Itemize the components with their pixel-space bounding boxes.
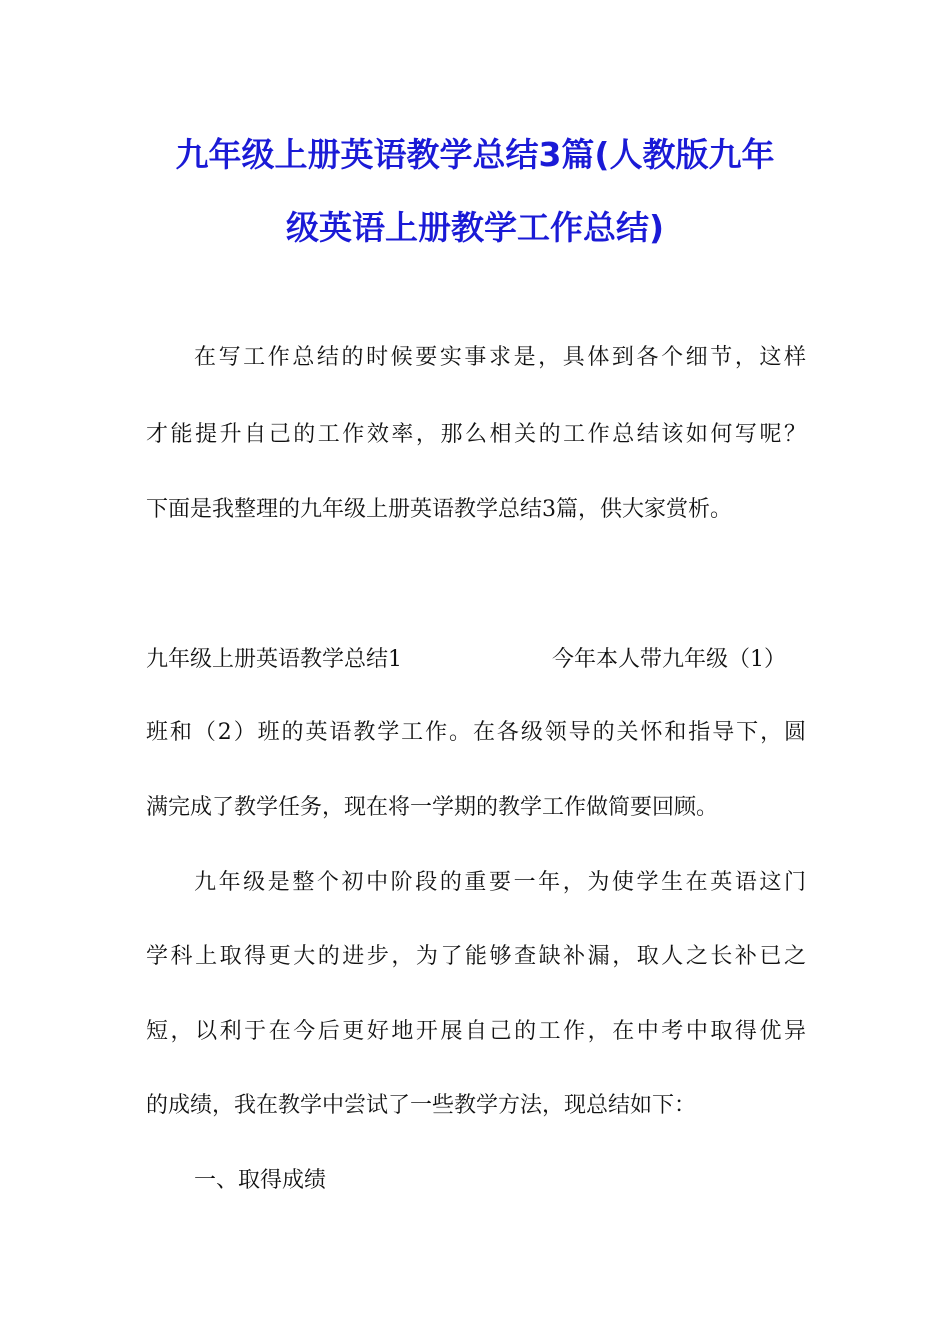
paragraph-2-line-2: 学科上取得更大的进步，为了能够查缺补漏，取人之长补已之 [146, 944, 806, 969]
intro-line-2: 才能提升自己的工作效率，那么相关的工作总结该如何写呢？ [146, 422, 806, 447]
paragraph-2-line-4: 的成绩，我在教学中尝试了一些教学方法，现总结如下： [146, 1093, 697, 1118]
intro-line-3: 下面是我整理的九年级上册英语教学总结3篇，供大家赏析。 [146, 497, 732, 522]
subheading-achievements: 一、取得成绩 [194, 1168, 327, 1193]
intro-line-1: 在写工作总结的时候要实事求是，具体到各个细节，这样 [194, 345, 806, 370]
paragraph-2-line-3: 短，以利于在今后更好地开展自己的工作，在中考中取得优异 [146, 1019, 806, 1044]
section-1-line-2: 班和（2）班的英语教学工作。在各级领导的关怀和指导下，圆 [146, 720, 806, 745]
section-1-heading: 九年级上册英语教学总结1 [146, 647, 402, 672]
document-title-line-1: 九年级上册英语教学总结3篇(人教版九年 [175, 135, 775, 174]
paragraph-2-line-1: 九年级是整个初中阶段的重要一年，为使学生在英语这门 [194, 870, 806, 895]
section-1-first-line: 今年本人带九年级（1） [552, 647, 786, 672]
section-1-line-3: 满完成了教学任务，现在将一学期的教学工作做简要回顾。 [146, 795, 719, 820]
document-title-line-2: 级英语上册教学工作总结) [285, 208, 665, 247]
